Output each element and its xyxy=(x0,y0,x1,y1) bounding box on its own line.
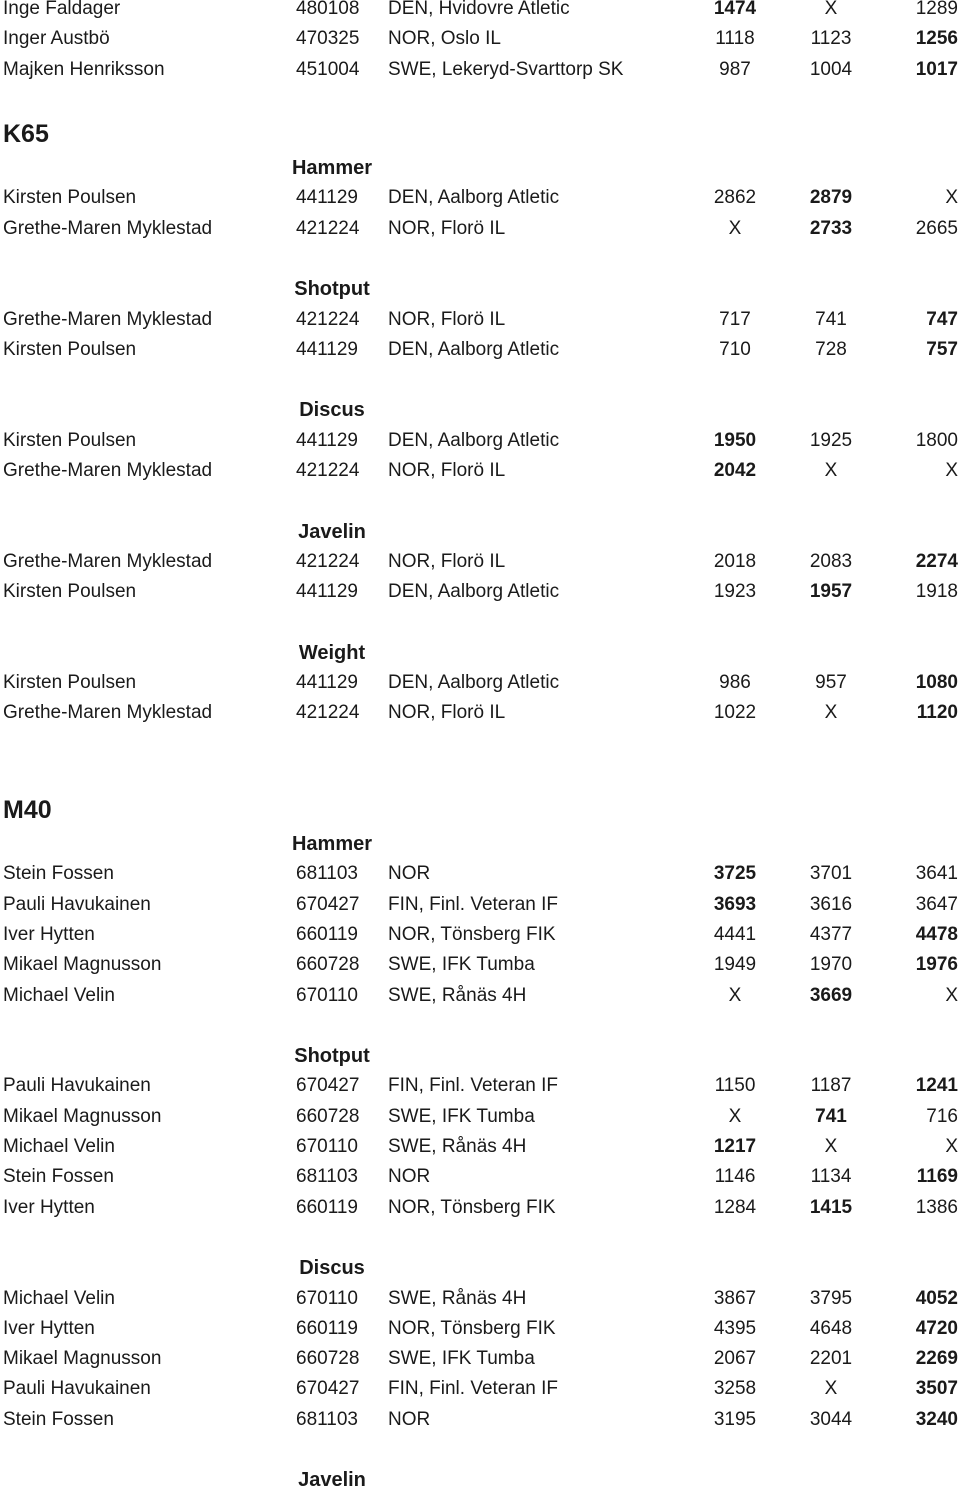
athlete-name: Grethe-Maren Myklestad xyxy=(3,702,213,724)
athlete-birthdate: 670110 xyxy=(296,984,358,1006)
attempt-1: 4441 xyxy=(713,923,757,945)
attempt-2: X xyxy=(824,1378,838,1400)
athlete-birthdate: 441129 xyxy=(296,429,358,451)
athlete-birthdate: 681103 xyxy=(296,1408,358,1430)
athlete-club: NOR, Florö IL xyxy=(388,550,506,572)
athlete-name: Stein Fossen xyxy=(3,863,114,885)
attempt-1: 2042 xyxy=(713,460,757,481)
attempt-1: 1146 xyxy=(714,1166,756,1188)
attempt-2: 728 xyxy=(815,338,847,360)
result-row xyxy=(0,426,960,456)
athlete-birthdate: 660119 xyxy=(296,923,358,945)
athlete-name: Michael Velin xyxy=(3,1287,115,1309)
attempt-1: 3258 xyxy=(713,1378,757,1400)
athlete-birthdate: 480108 xyxy=(296,0,360,19)
athlete-birthdate: 421224 xyxy=(296,550,360,572)
athlete-birthdate: 470325 xyxy=(296,28,360,50)
athlete-name: Iver Hytten xyxy=(3,1196,95,1218)
athlete-birthdate: 670427 xyxy=(296,1075,360,1097)
attempt-2: 741 xyxy=(815,308,847,330)
attempt-1: 1949 xyxy=(713,954,757,976)
attempt-3: 1169 xyxy=(916,1166,958,1188)
athlete-name: Pauli Havukainen xyxy=(3,1378,151,1400)
result-row xyxy=(0,577,960,607)
athlete-birthdate: 441129 xyxy=(296,672,358,694)
athlete-name: Grethe-Maren Myklestad xyxy=(3,550,213,572)
athlete-name: Inger Austbö xyxy=(3,28,110,50)
attempt-2: 4377 xyxy=(809,923,853,945)
athlete-club: NOR, Oslo IL xyxy=(388,28,501,50)
attempt-3: 1017 xyxy=(915,58,958,80)
attempt-1: X xyxy=(728,984,742,1006)
athlete-name: Kirsten Poulsen xyxy=(3,672,137,694)
result-row xyxy=(0,1102,960,1132)
class-heading: M40 xyxy=(3,796,52,824)
attempt-3: 1800 xyxy=(915,429,958,451)
attempt-1: 1118 xyxy=(715,28,755,50)
attempt-3: 4720 xyxy=(915,1317,958,1339)
attempt-2: 1970 xyxy=(809,954,853,976)
athlete-club: DEN, Aalborg Atletic xyxy=(388,672,560,694)
attempt-1: 2862 xyxy=(713,187,757,209)
attempt-3: 1289 xyxy=(915,0,958,19)
attempt-2: X xyxy=(824,702,838,724)
attempt-1: 3725 xyxy=(713,863,757,885)
athlete-name: Grethe-Maren Myklestad xyxy=(3,217,213,239)
attempt-3: 3240 xyxy=(915,1408,958,1430)
attempt-2: 957 xyxy=(815,672,847,694)
athlete-club: SWE, Rånäs 4H xyxy=(388,1136,527,1157)
result-row xyxy=(0,0,960,24)
athlete-club: SWE, IFK Tumba xyxy=(388,1348,535,1370)
class-heading: K65 xyxy=(3,120,49,148)
attempt-3: 2665 xyxy=(915,217,958,239)
result-row xyxy=(0,1405,960,1435)
attempt-1: 3195 xyxy=(713,1408,757,1430)
attempt-1: X xyxy=(728,217,742,239)
attempt-3: 4052 xyxy=(915,1287,958,1309)
result-row xyxy=(0,456,960,486)
result-row xyxy=(0,950,960,980)
event-heading: Javelin xyxy=(298,520,366,543)
athlete-club: SWE, Rånäs 4H xyxy=(388,984,527,1006)
attempt-1: 1923 xyxy=(713,581,757,603)
attempt-2: 2879 xyxy=(809,187,853,209)
event-heading: Discus xyxy=(299,399,365,422)
attempt-2: 4648 xyxy=(809,1317,853,1339)
result-row xyxy=(0,1193,960,1223)
attempt-2: 1134 xyxy=(810,1166,852,1188)
athlete-birthdate: 670110 xyxy=(296,1287,358,1309)
attempt-3: 716 xyxy=(926,1105,958,1127)
athlete-club: SWE, Lekeryd-Svarttorp SK xyxy=(388,58,624,80)
result-row xyxy=(0,183,960,213)
event-heading: Hammer xyxy=(291,157,373,179)
attempt-1: 4395 xyxy=(713,1317,757,1339)
athlete-name: Michael Velin xyxy=(3,1136,115,1157)
athlete-club: NOR, Tönsberg FIK xyxy=(388,1317,556,1339)
attempt-3: 1386 xyxy=(915,1196,958,1218)
attempt-2: 3701 xyxy=(809,863,853,885)
attempt-2: 1187 xyxy=(810,1075,852,1097)
athlete-name: Stein Fossen xyxy=(3,1166,114,1188)
result-row xyxy=(0,305,960,335)
attempt-1: 1950 xyxy=(713,429,757,451)
result-row xyxy=(0,1071,960,1101)
athlete-name: Majken Henriksson xyxy=(3,58,165,80)
athlete-birthdate: 681103 xyxy=(296,863,358,885)
attempt-1: 987 xyxy=(719,58,751,80)
athlete-club: DEN, Aalborg Atletic xyxy=(388,429,560,451)
attempt-1: X xyxy=(728,1105,742,1127)
attempt-2: X xyxy=(824,1136,838,1157)
result-row xyxy=(0,859,960,889)
attempt-1: 1284 xyxy=(713,1196,757,1218)
athlete-name: Grethe-Maren Myklestad xyxy=(3,308,213,330)
attempt-3: 4478 xyxy=(915,923,958,945)
athlete-name: Mikael Magnusson xyxy=(3,1105,162,1127)
athlete-birthdate: 421224 xyxy=(296,702,360,724)
event-heading: Weight xyxy=(298,641,366,664)
event-heading: Shotput xyxy=(294,1045,370,1068)
attempt-3: 2274 xyxy=(915,550,958,572)
attempt-2: 741 xyxy=(815,1105,847,1127)
attempt-1: 1217 xyxy=(713,1136,757,1157)
attempt-1: 717 xyxy=(719,308,751,330)
athlete-name: Pauli Havukainen xyxy=(3,893,151,915)
attempt-3: 3641 xyxy=(915,863,958,885)
athlete-birthdate: 670427 xyxy=(296,1378,360,1400)
athlete-birthdate: 441129 xyxy=(296,338,358,360)
attempt-3: 1120 xyxy=(916,702,958,724)
athlete-name: Michael Velin xyxy=(3,984,115,1006)
result-row xyxy=(0,1132,960,1162)
attempt-3: 1918 xyxy=(915,581,958,603)
attempt-1: 986 xyxy=(719,672,751,694)
athlete-club: NOR, Tönsberg FIK xyxy=(388,1196,556,1218)
attempt-3: X xyxy=(945,1136,958,1157)
athlete-birthdate: 670110 xyxy=(296,1136,358,1157)
attempt-2: 2733 xyxy=(809,217,853,239)
attempt-3: 757 xyxy=(926,338,958,360)
athlete-birthdate: 670427 xyxy=(296,893,360,915)
athlete-club: NOR, Tönsberg FIK xyxy=(388,923,556,945)
attempt-2: 3616 xyxy=(809,893,853,915)
attempt-1: 1150 xyxy=(714,1075,756,1097)
athlete-club: FIN, Finl. Veteran IF xyxy=(388,893,558,915)
attempt-2: 1004 xyxy=(809,58,853,80)
result-row xyxy=(0,1374,960,1404)
attempt-3: 3647 xyxy=(915,893,958,915)
athlete-club: NOR xyxy=(388,1166,431,1188)
athlete-club: NOR xyxy=(388,863,431,885)
athlete-birthdate: 451004 xyxy=(296,58,360,80)
athlete-birthdate: 660119 xyxy=(296,1196,358,1218)
athlete-club: DEN, Aalborg Atletic xyxy=(388,581,560,603)
result-row xyxy=(0,214,960,244)
attempt-1: 2067 xyxy=(713,1348,757,1370)
athlete-club: SWE, IFK Tumba xyxy=(388,954,535,976)
attempt-3: 3507 xyxy=(915,1378,958,1400)
athlete-name: Kirsten Poulsen xyxy=(3,581,137,603)
event-heading: Hammer xyxy=(291,833,373,855)
attempt-2: 1123 xyxy=(810,28,852,50)
attempt-1: 3693 xyxy=(713,893,757,915)
result-row xyxy=(0,981,960,1011)
result-row xyxy=(0,24,960,54)
attempt-2: 3044 xyxy=(809,1408,853,1430)
attempt-3: 2269 xyxy=(915,1348,958,1370)
attempt-2: 1415 xyxy=(809,1196,853,1218)
athlete-club: SWE, IFK Tumba xyxy=(388,1105,535,1127)
attempt-3: 1256 xyxy=(915,28,958,50)
result-row xyxy=(0,1344,960,1374)
attempt-2: X xyxy=(824,0,838,19)
attempt-2: 3669 xyxy=(809,984,853,1006)
attempt-3: 747 xyxy=(926,308,958,330)
athlete-name: Iver Hytten xyxy=(3,923,95,945)
athlete-birthdate: 421224 xyxy=(296,308,360,330)
event-heading: Javelin xyxy=(298,1469,366,1492)
athlete-name: Iver Hytten xyxy=(3,1317,95,1339)
athlete-club: SWE, Rånäs 4H xyxy=(388,1287,527,1309)
athlete-club: NOR, Florö IL xyxy=(388,702,506,724)
attempt-1: 2018 xyxy=(713,550,757,572)
attempt-1: 1474 xyxy=(713,0,757,19)
athlete-club: NOR, Florö IL xyxy=(388,217,506,239)
athlete-club: NOR, Florö IL xyxy=(388,308,506,330)
athlete-name: Mikael Magnusson xyxy=(3,954,162,976)
attempt-3: 1241 xyxy=(915,1075,958,1097)
attempt-3: X xyxy=(945,984,958,1006)
event-heading: Shotput xyxy=(294,278,370,301)
athlete-name: Kirsten Poulsen xyxy=(3,187,137,209)
attempt-1: 3867 xyxy=(713,1287,757,1309)
athlete-birthdate: 660728 xyxy=(296,954,360,976)
athlete-club: DEN, Aalborg Atletic xyxy=(388,338,560,360)
attempt-1: 710 xyxy=(719,338,751,360)
athlete-birthdate: 660728 xyxy=(296,1105,360,1127)
attempt-2: 3795 xyxy=(809,1287,853,1309)
result-row xyxy=(0,1314,960,1344)
athlete-name: Kirsten Poulsen xyxy=(3,429,137,451)
athlete-birthdate: 660119 xyxy=(296,1317,358,1339)
attempt-2: 2083 xyxy=(809,550,853,572)
result-row xyxy=(0,1162,960,1192)
athlete-birthdate: 660728 xyxy=(296,1348,360,1370)
athlete-club: FIN, Finl. Veteran IF xyxy=(388,1378,558,1400)
athlete-birthdate: 421224 xyxy=(296,460,360,481)
athlete-birthdate: 681103 xyxy=(296,1166,358,1188)
athlete-birthdate: 441129 xyxy=(296,581,358,603)
event-heading: Discus xyxy=(299,1257,365,1280)
result-row xyxy=(0,55,960,85)
athlete-name: Inge Faldager xyxy=(3,0,121,19)
result-row xyxy=(0,698,960,728)
attempt-3: X xyxy=(945,460,958,481)
athlete-club: FIN, Finl. Veteran IF xyxy=(388,1075,558,1097)
result-row xyxy=(0,335,960,365)
result-row xyxy=(0,890,960,920)
athlete-club: NOR xyxy=(388,1408,431,1430)
athlete-name: Pauli Havukainen xyxy=(3,1075,151,1097)
result-row xyxy=(0,1284,960,1314)
result-row xyxy=(0,920,960,950)
result-row xyxy=(0,668,960,698)
attempt-1: 1022 xyxy=(713,702,757,724)
attempt-2: X xyxy=(824,460,838,481)
athlete-club: DEN, Aalborg Atletic xyxy=(388,187,560,209)
attempt-2: 2201 xyxy=(809,1348,853,1370)
athlete-club: NOR, Florö IL xyxy=(388,460,506,481)
athlete-birthdate: 441129 xyxy=(296,187,358,209)
athlete-name: Stein Fossen xyxy=(3,1408,114,1430)
result-row xyxy=(0,547,960,577)
athlete-name: Grethe-Maren Myklestad xyxy=(3,460,213,481)
athlete-club: DEN, Hvidovre Atletic xyxy=(388,0,570,19)
attempt-2: 1957 xyxy=(809,581,853,603)
attempt-3: 1976 xyxy=(915,954,958,976)
athlete-name: Kirsten Poulsen xyxy=(3,338,137,360)
attempt-2: 1925 xyxy=(809,429,853,451)
athlete-name: Mikael Magnusson xyxy=(3,1348,162,1370)
attempt-3: 1080 xyxy=(915,672,958,694)
attempt-3: X xyxy=(945,187,958,209)
athlete-birthdate: 421224 xyxy=(296,217,360,239)
